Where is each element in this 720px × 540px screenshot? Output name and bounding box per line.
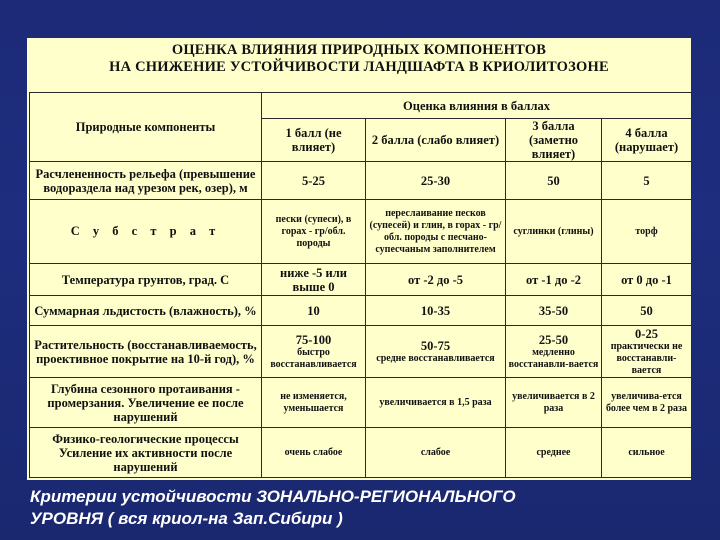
vegetation-cover-1: 75-100 bbox=[295, 332, 332, 347]
header-score-3: 3 балла (заметно влияет) bbox=[506, 119, 602, 162]
title-line-2: НА СНИЖЕНИЕ УСТОЙЧИВОСТИ ЛАНДШАФТА В КРИОЛИТОЗОНЕ bbox=[109, 59, 609, 75]
vegetation-recovery-3: медленно восстанавли-вается bbox=[508, 346, 599, 370]
row-substrate-name: С у б с т р а т bbox=[30, 200, 262, 264]
row-relief-name: Расчлененность рельефа (превышение водораздела над урезом рек, озер), м bbox=[30, 162, 262, 200]
header-score-group: Оценка влияния в баллах bbox=[262, 93, 692, 119]
row-temperature-score-2: от -2 до -5 bbox=[366, 264, 506, 296]
row-processes-score-1: очень слабое bbox=[262, 428, 366, 478]
vegetation-recovery-2: средне восстанавливается bbox=[376, 352, 495, 364]
caption-line-1: Критерии устойчивости ЗОНАЛЬНО-РЕГИОНАЛЬНОГО bbox=[30, 487, 516, 506]
row-temperature-score-4: от 0 до -1 bbox=[602, 264, 692, 296]
row-substrate-score-2: переслаивание песков (супесей) и глин, в горах - гр/обл. породы с песчано-супесчаным заполнителем bbox=[366, 200, 506, 264]
table-row bbox=[30, 378, 692, 428]
header-score-4: 4 балла (нарушает) bbox=[602, 119, 692, 162]
table-row bbox=[30, 200, 692, 264]
row-temperature-score-1: ниже -5 или выше 0 bbox=[262, 264, 366, 296]
row-substrate-score-3: суглинки (глины) bbox=[506, 200, 602, 264]
row-thaw-depth-score-3: увеличивается в 2 раза bbox=[506, 378, 602, 428]
table-row bbox=[30, 162, 692, 200]
vegetation-recovery-4: практически не восстанавли-вается bbox=[610, 340, 683, 376]
row-ice-content-score-2: 10-35 bbox=[366, 296, 506, 326]
row-substrate-score-4: торф bbox=[602, 200, 692, 264]
row-temperature-name: Температура грунтов, град. С bbox=[30, 264, 262, 296]
row-thaw-depth-score-2: увеличивается в 1,5 раза bbox=[366, 378, 506, 428]
assessment-table-panel bbox=[27, 88, 691, 480]
row-vegetation-score-1 bbox=[262, 326, 366, 378]
header-components: Природные компоненты bbox=[30, 93, 262, 162]
title-line-1: ОЦЕНКА ВЛИЯНИЯ ПРИРОДНЫХ КОМПОНЕНТОВ bbox=[171, 42, 547, 58]
row-ice-content-score-1: 10 bbox=[262, 296, 366, 326]
row-processes-score-3: среднее bbox=[506, 428, 602, 478]
row-processes-score-2: слабое bbox=[366, 428, 506, 478]
row-relief-score-3: 50 bbox=[506, 162, 602, 200]
row-ice-content-score-4: 50 bbox=[602, 296, 692, 326]
row-ice-content-score-3: 35-50 bbox=[506, 296, 602, 326]
slide-title bbox=[27, 38, 691, 88]
row-thaw-depth-score-1: не изменяется, уменьшается bbox=[262, 378, 366, 428]
table-row bbox=[30, 264, 692, 296]
table-row bbox=[30, 326, 692, 378]
row-vegetation-score-4 bbox=[602, 326, 692, 378]
assessment-table bbox=[29, 92, 692, 478]
row-processes-name: Физико-геологические процессы Усиление их активности после нарушений bbox=[30, 428, 262, 478]
vegetation-cover-3: 25-50 bbox=[538, 332, 569, 347]
row-temperature-score-3: от -1 до -2 bbox=[506, 264, 602, 296]
row-vegetation-score-3 bbox=[506, 326, 602, 378]
row-thaw-depth-name: Глубина сезонного протаивания - промерзания. Увеличение ее после нарушений bbox=[30, 378, 262, 428]
header-score-1: 1 балл (не влияет) bbox=[262, 119, 366, 162]
vegetation-cover-4: 0-25 bbox=[635, 326, 658, 341]
row-relief-score-4: 5 bbox=[602, 162, 692, 200]
table-row bbox=[30, 428, 692, 478]
row-thaw-depth-score-4: увеличива-ется более чем в 2 раза bbox=[602, 378, 692, 428]
row-ice-content-name: Суммарная льдистость (влажность), % bbox=[30, 296, 262, 326]
vegetation-recovery-1: быстро восстанавливается bbox=[270, 346, 357, 370]
row-vegetation-name: Растительность (восстанавливаемость, проективное покрытие на 10-й год), % bbox=[30, 326, 262, 378]
row-substrate-score-1: пески (супеси), в горах - гр/обл. породы bbox=[262, 200, 366, 264]
row-relief-score-2: 25-30 bbox=[366, 162, 506, 200]
slide-caption bbox=[30, 486, 710, 530]
caption-line-2: УРОВНЯ ( вся криол-на Зап.Сибири ) bbox=[30, 509, 343, 528]
row-vegetation-score-2 bbox=[366, 326, 506, 378]
row-processes-score-4: сильное bbox=[602, 428, 692, 478]
table-row bbox=[30, 296, 692, 326]
header-score-2: 2 балла (слабо влияет) bbox=[366, 119, 506, 162]
vegetation-cover-2: 50-75 bbox=[420, 338, 451, 353]
row-relief-score-1: 5-25 bbox=[262, 162, 366, 200]
